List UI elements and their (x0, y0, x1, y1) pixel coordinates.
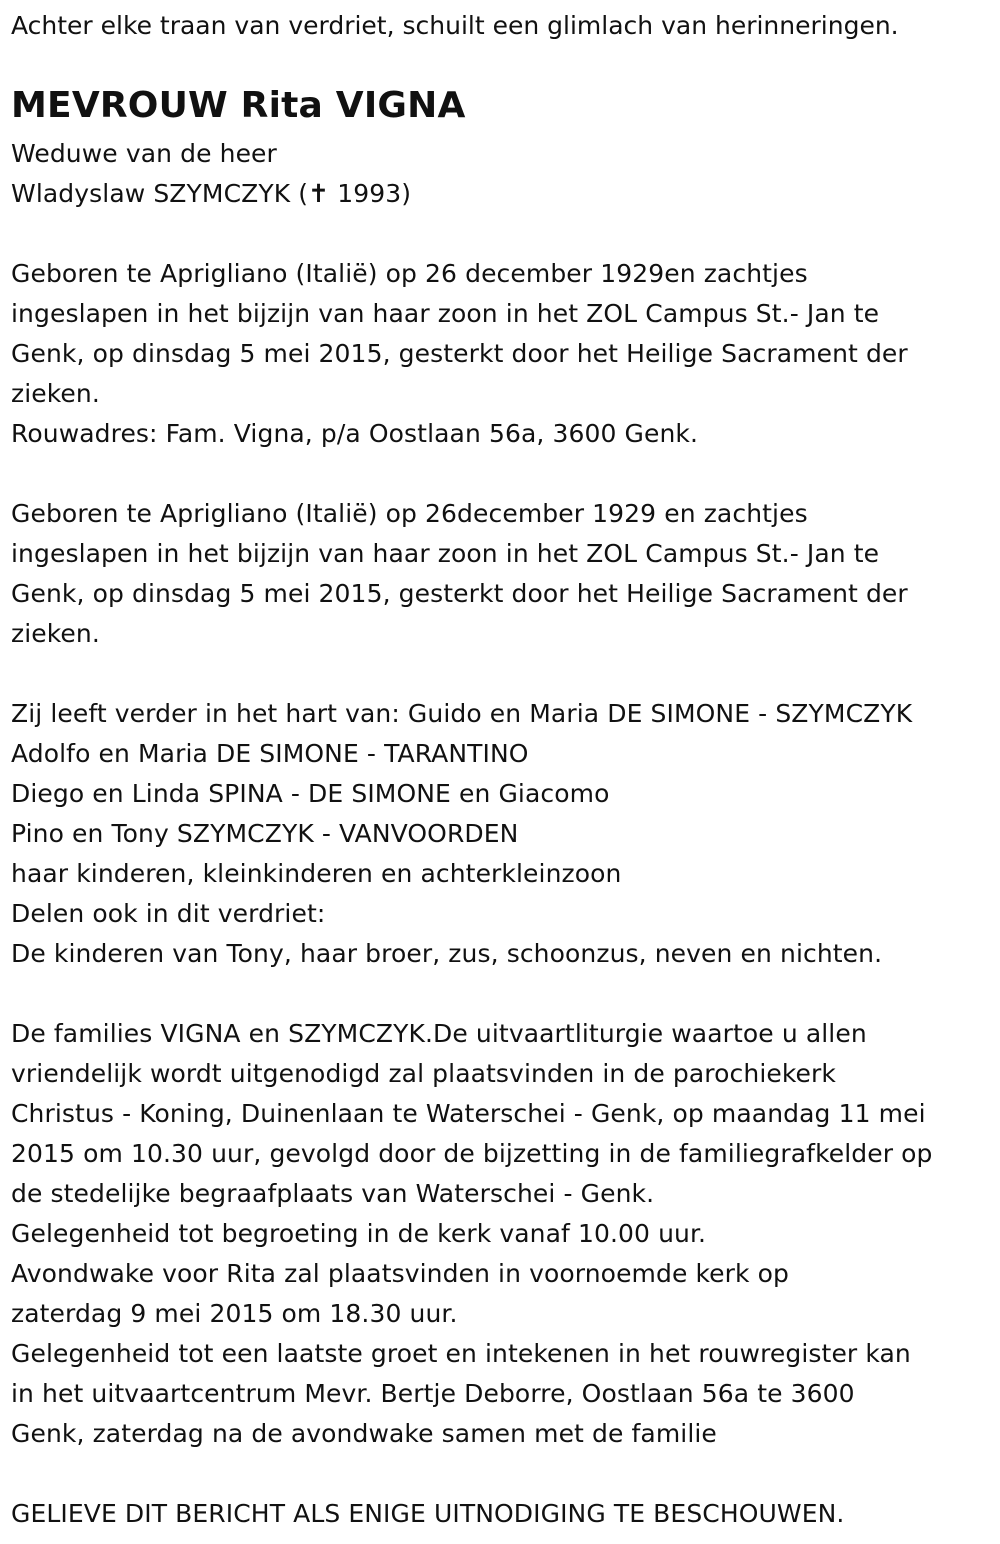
deceased-name: MEVROUW Rita VIGNA (11, 85, 466, 126)
widow-block (11, 134, 411, 214)
family-line: Pino en Tony SZYMCZYK - VANVOORDEN (11, 819, 519, 848)
funeral-line: de stedelijke begraafplaats van Waterschei - Genk. (11, 1179, 655, 1208)
funeral-line: vriendelijk wordt uitgenodigd zal plaatsvinden in de parochiekerk (11, 1059, 836, 1088)
paragraph-line: zieken. (11, 379, 100, 408)
paragraph-line: Genk, op dinsdag 5 mei 2015, gesterkt door het Heilige Sacrament der (11, 579, 908, 608)
funeral-block (11, 1014, 933, 1454)
family-line: De kinderen van Tony, haar broer, zus, schoonzus, neven en nichten. (11, 939, 883, 968)
family-block (11, 694, 912, 974)
funeral-line: 2015 om 10.30 uur, gevolgd door de bijzetting in de familiegrafkelder op (11, 1139, 933, 1168)
funeral-line: Gelegenheid tot begroeting in de kerk vanaf 10.00 uur. (11, 1219, 707, 1248)
funeral-line: De families VIGNA en SZYMCZYK.De uitvaartliturgie waartoe u allen (11, 1019, 867, 1048)
funeral-line: Christus - Koning, Duinenlaan te Waterschei - Genk, op maandag 11 mei (11, 1099, 926, 1128)
funeral-line: zaterdag 9 mei 2015 om 18.30 uur. (11, 1299, 458, 1328)
cross-icon: ✝ (308, 179, 330, 208)
death-year: 1993) (329, 179, 412, 208)
closing-block (11, 1494, 844, 1534)
paragraph-line: zieken. (11, 619, 100, 648)
paragraph-line: Geboren te Aprigliano (Italië) op 26december 1929 en zachtjes (11, 499, 808, 528)
family-line: Delen ook in dit verdriet: (11, 899, 326, 928)
funeral-line: Avondwake voor Rita zal plaatsvinden in voornoemde kerk op (11, 1259, 790, 1288)
widow-line-2 (11, 174, 411, 214)
funeral-line: in het uitvaartcentrum Mevr. Bertje Deborre, Oostlaan 56a te 3600 (11, 1379, 855, 1408)
family-line: Zij leeft verder in het hart van: Guido en Maria DE SIMONE - SZYMCZYK (11, 699, 913, 728)
family-line: haar kinderen, kleinkinderen en achterkleinzoon (11, 859, 622, 888)
family-line: Adolfo en Maria DE SIMONE - TARANTINO (11, 739, 529, 768)
motto-text: Achter elke traan van verdriet, schuilt een glimlach van herinneringen. (11, 11, 899, 40)
funeral-line: Gelegenheid tot een laatste groet en intekenen in het rouwregister kan (11, 1339, 911, 1368)
paragraph-line: Geboren te Aprigliano (Italië) op 26 december 1929en zachtjes (11, 259, 808, 288)
paragraph-line: ingeslapen in het bijzijn van haar zoon in het ZOL Campus St.- Jan te (11, 299, 880, 328)
paragraph-line: Genk, op dinsdag 5 mei 2015, gesterkt door het Heilige Sacrament der (11, 339, 908, 368)
birth-paragraph-1 (11, 254, 908, 454)
birth-paragraph-2 (11, 494, 908, 654)
family-line: Diego en Linda SPINA - DE SIMONE en Giacomo (11, 779, 610, 808)
funeral-line: Genk, zaterdag na de avondwake samen met de familie (11, 1419, 717, 1448)
widow-line-1: Weduwe van de heer (11, 139, 277, 168)
paragraph-line: ingeslapen in het bijzijn van haar zoon in het ZOL Campus St.- Jan te (11, 539, 880, 568)
mourning-address: Rouwadres: Fam. Vigna, p/a Oostlaan 56a, 3600 Genk. (11, 419, 699, 448)
spouse-name: Wladyslaw SZYMCZYK ( (11, 179, 309, 208)
closing-notice: GELIEVE DIT BERICHT ALS ENIGE UITNODIGING TE BESCHOUWEN. (11, 1499, 845, 1528)
